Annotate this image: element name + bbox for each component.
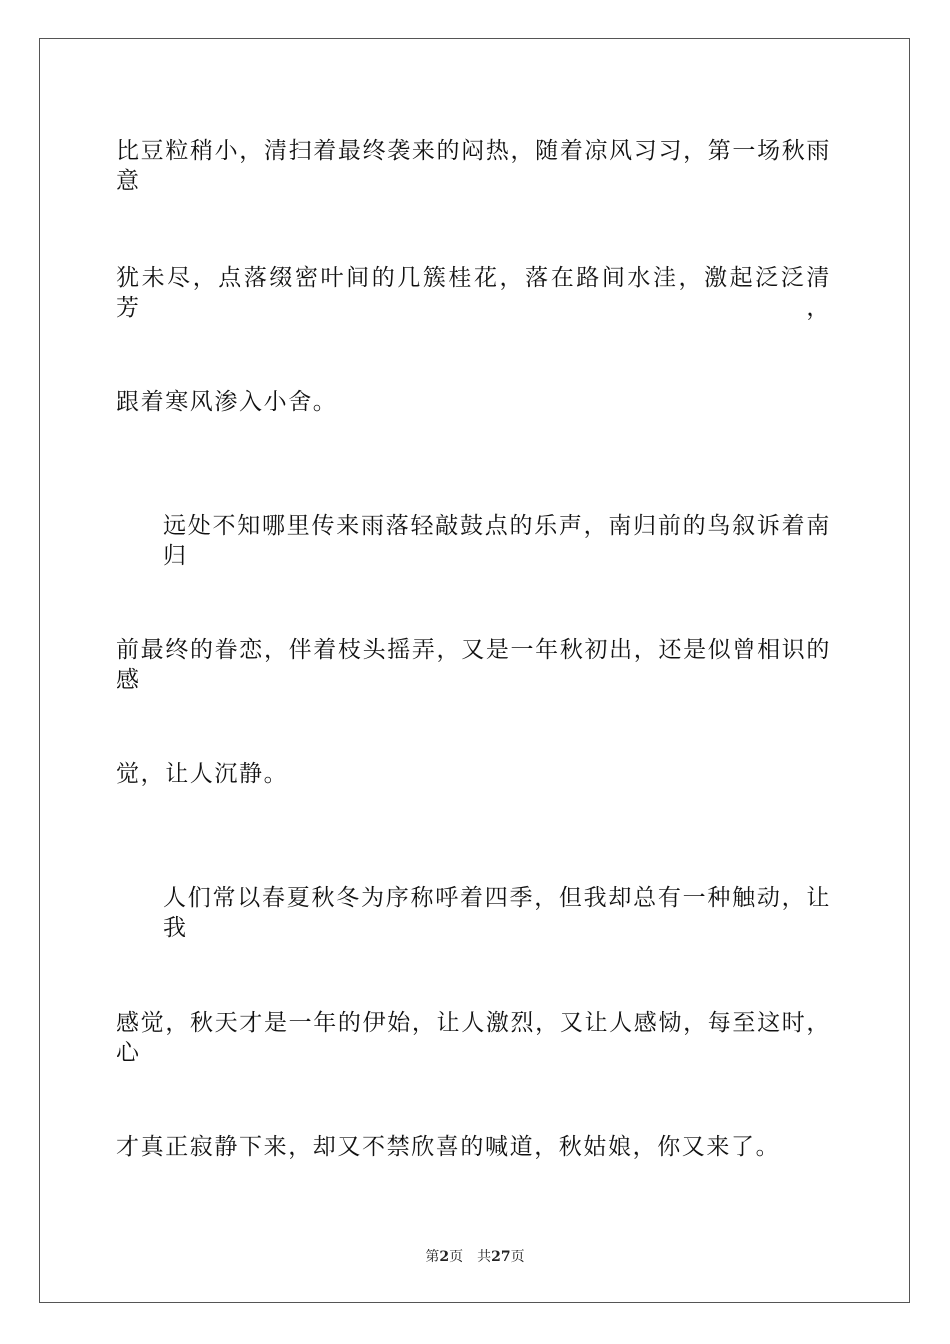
total-prefix: 共 [477, 1249, 492, 1265]
paragraph-3-line-1: 人们常以春夏秋冬为序称呼着四季，但我却总有一种触动，让我 [163, 885, 831, 941]
paragraph-1-line-3: 跟着寒风渗入小舍。 [116, 389, 338, 415]
total-suffix: 页 [510, 1249, 525, 1265]
paragraph-2-line-3: 觉，让人沉静。 [116, 761, 289, 787]
paragraph-1-line-2: 犹未尽，点落缀密叶间的几簇桂花，落在路间水洼，激起泛泛清芳， [116, 265, 831, 321]
paragraph-3-line-3: 才真正寂静下来，却又不禁欣喜的喊道，秋姑娘，你又来了。 [116, 1134, 781, 1160]
page-number: 2 [439, 1249, 450, 1265]
paragraph-2-line-1: 远处不知哪里传来雨落轻敲鼓点的乐声，南归前的鸟叙诉着南归 [163, 513, 831, 569]
paragraph-3-line-2: 感觉，秋天才是一年的伊始，让人激烈，又让人感恸，每至这时，心 [116, 1010, 831, 1066]
paragraph-2-line-2: 前最终的眷恋，伴着枝头摇弄，又是一年秋初出，还是似曾相识的感 [116, 637, 831, 693]
page-suffix: 页 [449, 1249, 464, 1265]
paragraph-1-line-1: 比豆粒稍小，清扫着最终袭来的闷热，随着凉风习习，第一场秋雨意 [116, 138, 831, 194]
page-footer [0, 1248, 950, 1266]
page-prefix: 第 [425, 1249, 440, 1265]
total-pages: 27 [491, 1249, 511, 1265]
